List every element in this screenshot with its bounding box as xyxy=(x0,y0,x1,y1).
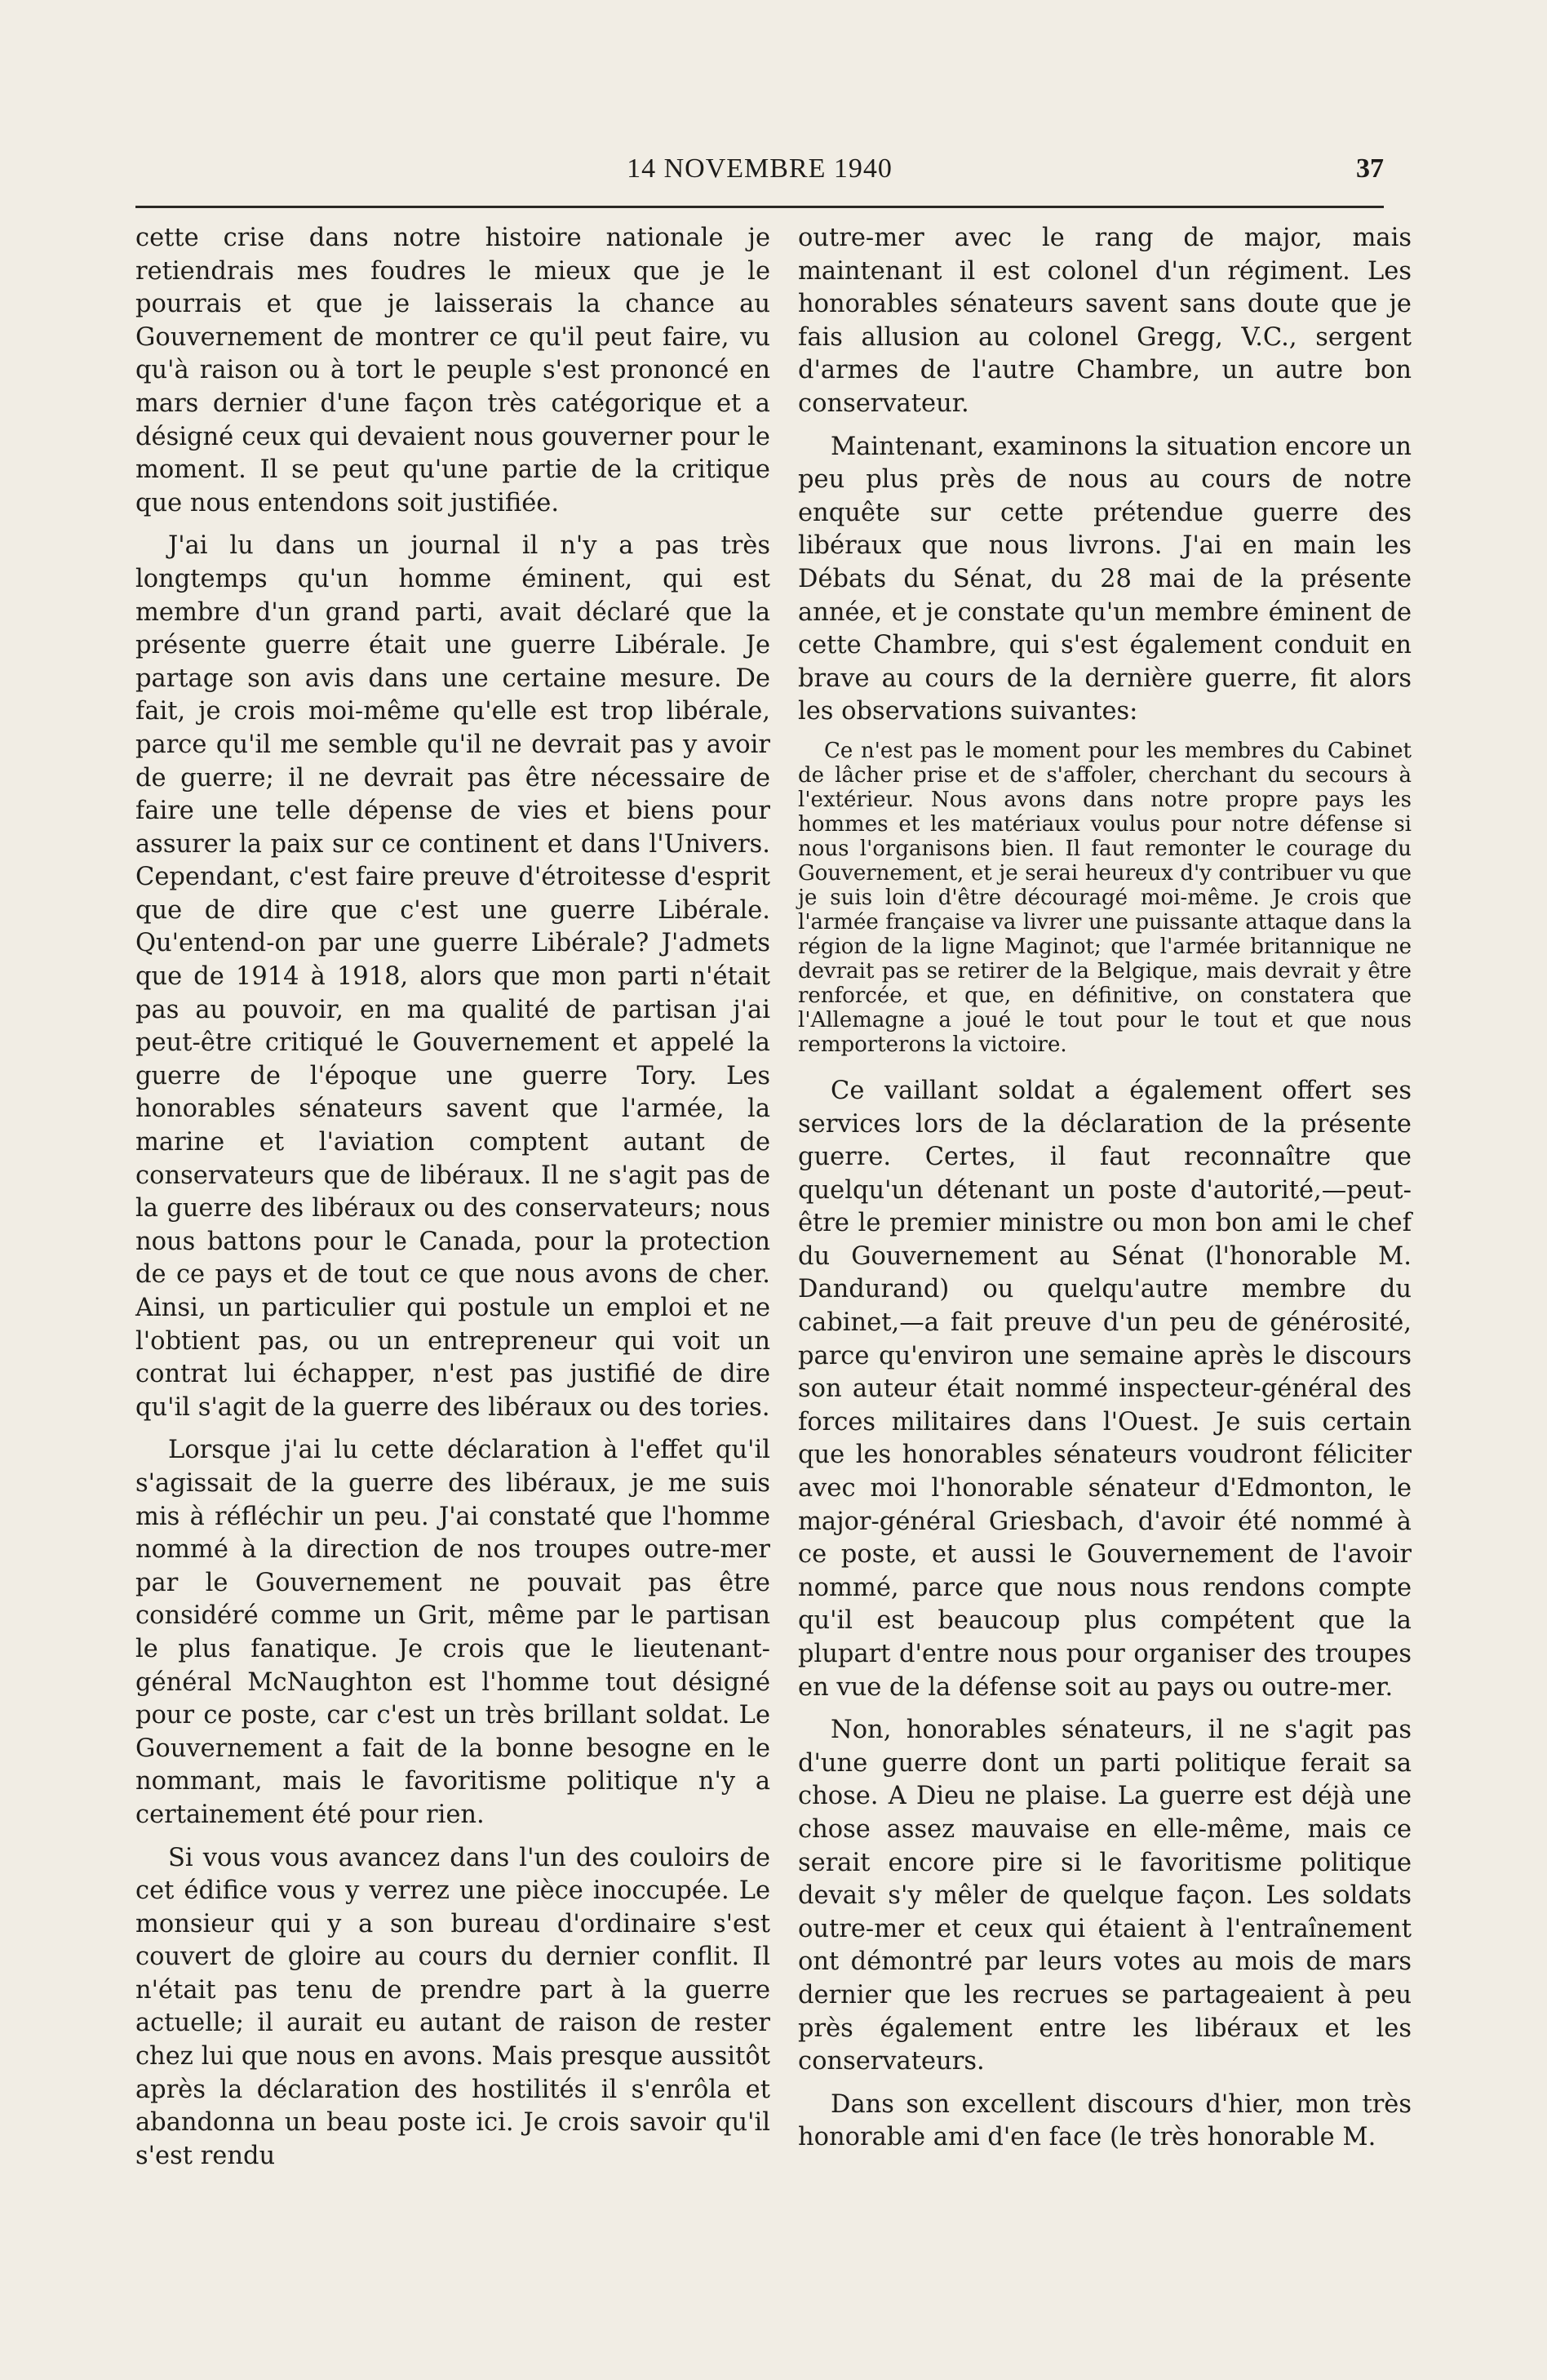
paragraph: Lorsque j'ai lu cette déclaration à l'effet qu'il s'agissait de la guerre des libéraux, je me suis mis à réfléchir un peu. J'ai constaté que l'homme nommé à la direction de nos troupes outre-mer par le Gouvernement ne pouvait pas être considéré comme un Grit, même par le partisan le plus fanatique. Je crois que le lieutenant-général McNaughton est l'homme tout désigné pour ce poste, car c'est un très brillant soldat. Le Gouvernement a fait de la bonne besogne en le nommant, mais le favoritisme politique n'y a certainement été pour rien. xyxy=(135,1436,770,1829)
paragraph: Maintenant, examinons la situation encore un peu plus près de nous au cours de notre enquête sur cette prétendue guerre des libéraux que nous livrons. J'ai en main les Débats du Sénat, du 28 mai de la présente année, et je constate qu'un membre éminent de cette Chambre, qui s'est également conduit en brave au cours de la dernière guerre, fit alors les observations suivantes: xyxy=(798,432,1412,726)
right-column xyxy=(798,222,1412,2165)
block-quote: Ce n'est pas le moment pour les membres du Cabinet de lâcher prise et de s'affoler, cherchant du secours à l'extérieur. Nous avons dans notre propre pays les hommes et les matériaux voulus pour notre défense si nous l'organisons bien. Il faut remonter le courage du Gouvernement, et je serai heureux d'y contribuer vu que je suis loin d'être découragé moi-même. Je crois que l'armée française va livrer une puissante attaque dans la région de la ligne Maginot; que l'armée britannique ne devrait pas se retirer de la Belgique, mais devrait y être renforcée, et que, en définitive, on constatera que l'Allemagne a joué le tout pour le tout et que nous remporterons la victoire. xyxy=(798,738,1412,1057)
header-rule xyxy=(135,206,1384,208)
paragraph: Ce vaillant soldat a également offert ses services lors de la déclaration de la présente guerre. Certes, il faut reconnaître que quelqu'un détenant un poste d'autorité,—peut-être le premier ministre ou mon bon ami le chef du Gouvernement au Sénat (l'honorable M. Dandurand) ou quelqu'autre membre du cabinet,—a fait preuve d'un peu de générosité, parce qu'environ une semaine après le discours son auteur était nommé inspecteur-général des forces militaires dans l'Ouest. Je suis certain que les honorables sénateurs voudront féliciter avec moi l'honorable sénateur d'Edmonton, le major-général Griesbach, d'avoir été nommé à ce poste, et aussi le Gouvernement de l'avoir nommé, parce que nous nous rendons compte qu'il est beaucoup plus compétent que la plupart d'entre nous pour organiser des troupes en vue de la défense soit au pays ou outre-mer. xyxy=(798,1076,1412,1702)
paragraph: cette crise dans notre histoire nationale je retiendrais mes foudres le mieux que je le pourrais et que je laisserais la chance au Gouvernement de montrer ce qu'il peut faire, vu qu'à raison ou à tort le peuple s'est prononcé en mars dernier d'une façon très catégorique et a désigné ceux qui devaient nous gouverner pour le moment. Il se peut qu'une partie de la critique que nous entendons soit justifiée. xyxy=(135,224,770,517)
page-header xyxy=(135,153,1384,194)
paragraph: J'ai lu dans un journal il n'y a pas très longtemps qu'un homme éminent, qui est membre d'un grand parti, avait déclaré que la présente guerre était une guerre Libérale. Je partage son avis dans une certaine mesure. De fait, je crois moi-même qu'elle est trop libérale, parce qu'il me semble qu'il ne devrait pas y avoir de guerre; il ne devrait pas être nécessaire de faire une telle dépense de vies et biens pour assurer la paix sur ce continent et dans l'Univers. Cependant, c'est faire preuve d'étroitesse d'esprit que de dire que c'est une guerre Libérale. Qu'entend-on par une guerre Libérale? J'admets que de 1914 à 1918, alors que mon parti n'était pas au pouvoir, en ma qualité de partisan j'ai peut-être critiqué le Gouvernement et appelé la guerre de l'époque une guerre Tory. Les honorables sénateurs savent que l'armée, la marine et l'aviation comptent autant de conservateurs que de libéraux. Il ne s'agit pas de la guerre des libéraux ou des conservateurs; nous nous battons pour le Canada, pour la protection de ce pays et de tout ce que nous avons de cher. Ainsi, un particulier qui postule un emploi et ne l'obtient pas, ou un entrepreneur qui voit un contrat lui échapper, n'est pas justifié de dire qu'il s'agit de la guerre des libéraux ou des tories. xyxy=(135,531,770,1422)
left-column xyxy=(135,222,770,2182)
paragraph: outre-mer avec le rang de major, mais maintenant il est colonel d'un régiment. Les honorables sénateurs savent sans doute que je fais allusion au colonel Gregg, V.C., sergent d'armes de l'autre Chambre, un autre bon conservateur. xyxy=(798,224,1412,418)
page-number: 37 xyxy=(1356,153,1384,184)
page-header-date: 14 NOVEMBRE 1940 xyxy=(627,153,893,184)
paragraph: Non, honorables sénateurs, il ne s'agit pas d'une guerre dont un parti politique ferait sa chose. A Dieu ne plaise. La guerre est déjà une chose assez mauvaise en elle-même, mais ce serait encore pire si le favoritisme politique devait s'y mêler de quelque façon. Les soldats outre-mer et ceux qui étaient à l'entraînement ont démontré par leurs votes au mois de mars dernier que les recrues se partageaient à peu près également entre les libéraux et les conservateurs. xyxy=(798,1716,1412,2076)
paragraph: Dans son excellent discours d'hier, mon très honorable ami d'en face (le très honorable M. xyxy=(798,2089,1412,2152)
paragraph: Si vous vous avancez dans l'un des couloirs de cet édifice vous y verrez une pièce inoccupée. Le monsieur qui y a son bureau d'ordinaire s'est couvert de gloire au cours du dernier conflit. Il n'était pas tenu de prendre part à la guerre actuelle; il aurait eu autant de raison de rester chez lui que nous en avons. Mais presque aussitôt après la déclaration des hostilités il s'enrôla et abandonna un beau poste ici. Je crois savoir qu'il s'est rendu xyxy=(135,1843,770,2170)
